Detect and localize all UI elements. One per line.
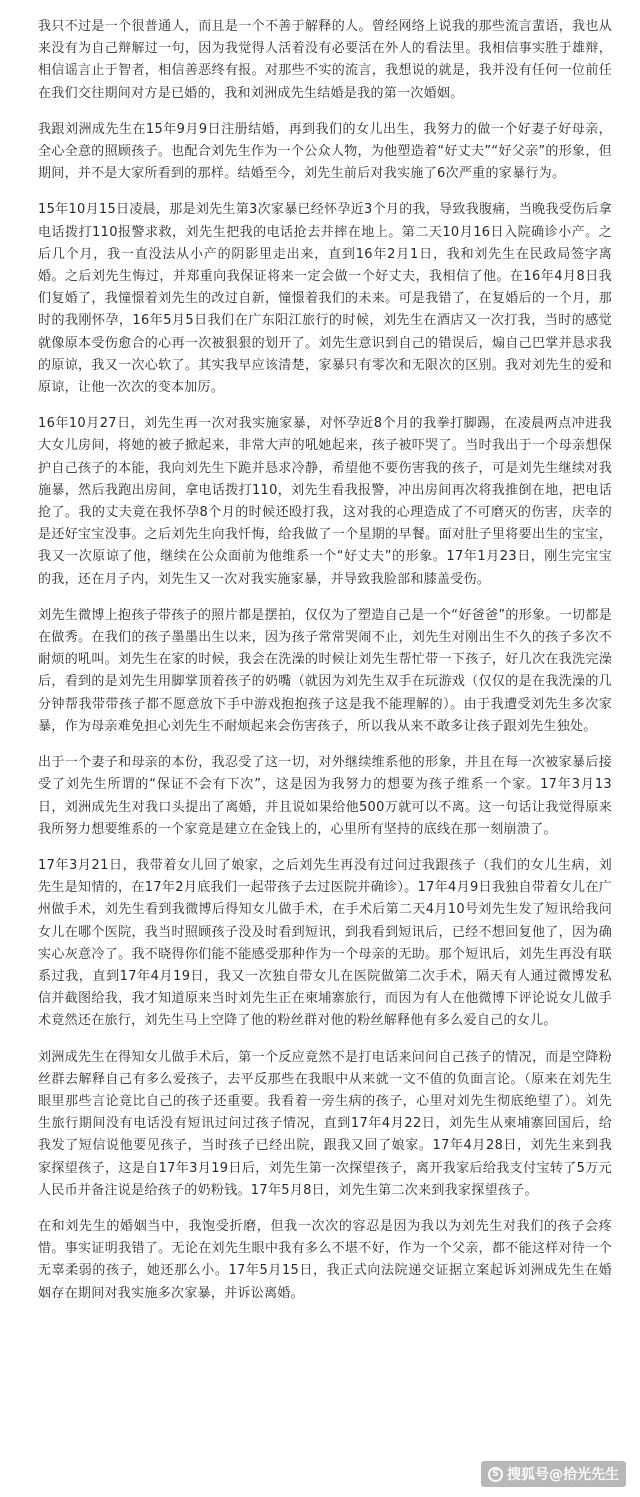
article-paragraph: 15年10月15日凌晨，那是刘先生第3次家暴已经怀孕近3个月的我，导致我腹痛，当晚我受伤后拿电话拨打110报警求救，刘先生把我的电话抢去并摔在地上。第二天10月16日入院确诊小产。之后几个月，我一直没法从小产的阴影里走出来，直到16年2月1日，我和刘先生在民政局签字离婚。之后刘先生悔过，并郑重向我保证将来一定会做一个好丈夫，我相信了他。在16年4月8日我们复婚了，我憧憬着刘先生的改过自新，憧憬着我们的未来。可是我错了，在复婚后的一个月，那时的我刚怀孕，16年5月5日我们在广东阳江旅行的时候，刘先生在酒店又一次打我，当时的感觉就像原本受伤愈合的心再一次被狠狠的划开了。刘先生意识到自己的错误后，煽自己巴掌并恳求我的原谅，我又一次心软了。其实我早应该清楚，家暴只有零次和无限次的区别。我对刘先生的爱和原谅，让他一次次的变本加厉。 bbox=[38, 202, 612, 396]
watermark-text: 搜狐号@拾光先生 bbox=[507, 1467, 619, 1483]
article-paragraph: 17年3月21日，我带着女儿回了娘家，之后刘先生再没有过问过我跟孩子（我们的女儿生病，刘先生是知情的，在17年2月底我们一起带孩子去过医院并确诊）。17年4月9日我独自带着女儿在广州做手术，刘先生看到我微博后得知女儿做手术，在手术后第二天4月10号刘先生发了短讯给我问女儿在哪个医院，我当时照顾孩子没及时看到短讯，到我看到短讯后，已经不想回复他了，因为确实心灰意冷了。我不晓得你们能不能感受那种作为一个母亲的无助。那个短讯后，刘先生再没有联系过我，直到17年4月19日，我又一次独自带女儿在医院做第二次手术，隔天有人通过微博发私信并截图给我，我才知道原来当时刘先生正在柬埔寨旅行，而因为有人在他微博下评论说女儿做手术竟然还在旅行，刘先生马上空降了他的粉丝群对他的粉丝解释他有多么爱自己的女儿。 bbox=[38, 857, 612, 1029]
article-paragraph: 我只不过是一个很普通人，而且是一个不善于解释的人。曾经网络上说我的那些流言蜚语，我也从来没有为自己辩解过一句，因为我觉得人活着没有必要活在外人的看法里。我相信事实胜于雄辩，相信谣言止于智者，相信善恶终有报。对那些不实的流言，我想说的就是，我并没有任何一位前任在我们交往期间对方是已婚的，我和刘洲成先生结婚是我的第一次婚姻。 bbox=[38, 19, 612, 101]
article-paragraph: 在和刘先生的婚姻当中，我饱受折磨，但我一次次的容忍是因为我以为刘先生对我们的孩子会疼惜。事实证明我错了。无论在刘先生眼中我有多么不堪不好，作为一个父亲，都不能这样对待一个无辜柔弱的孩子，她还那么小。17年5月15日，我正式向法院递交证据立案起诉刘洲成先生在婚姻存在期间对我实施多次家暴，并诉讼离婚。 bbox=[38, 1218, 612, 1301]
article-paragraph: 出于一个妻子和母亲的本份，我忍受了这一切，对外继续维系他的形象，并且在每一次被家暴后接受了刘先生所谓的“保证不会有下次”，这是因为我努力的想要为孩子维系一个家。17年3月13日，刘洲成先生对我口头提出了离婚，并且说如果给他500万就可以不离。这一句话让我觉得原来我所努力想要维系的一个家竟是建立在金钱上的，心里所有坚持的底线在那一刻崩溃了。 bbox=[38, 755, 612, 837]
sohu-logo-icon: S bbox=[488, 1467, 503, 1482]
source-watermark bbox=[481, 1461, 626, 1487]
article-paragraph: 刘洲成先生在得知女儿做手术后，第一个反应竟然不是打电话来问问自己孩子的情况，而是空降粉丝群去解释自己有多么爱孩子，去平反那些在我眼中从来就一文不值的负面言论。（原来在刘先生眼里那些言论竟比自己的孩子还重要。我看着一旁生病的孩子，心里对刘先生彻底绝望了）。刘先生旅行期间没有电话没有短讯过问过孩子情况，直到17年4月22日，刘先生从柬埔寨回国后，给我发了短信说他要见孩子，当时孩子已经出院，跟我又回了娘家。17年4月28日，刘先生来到我家探望孩子，这是自17年3月19日后，刘先生第一次探望孩子，离开我家后给我支付宝转了5万元人民币并备注说是给孩子的奶粉钱。17年5月8日，刘先生第二次来到我家探望孩子。 bbox=[38, 1049, 612, 1198]
article-paragraph: 16年10月27日，刘先生再一次对我实施家暴，对怀孕近8个月的我拳打脚踢，在凌晨两点冲进我大女儿房间，将她的被子掀起来，非常大声的吼她起来，孩子被吓哭了。当时我出于一个母亲想保护自己孩子的本能，我向刘先生下跪并恳求冷静，希望他不要伤害我的孩子，可是刘先生继续对我施暴，然后我跑出房间，拿电话拨打110，刘先生看我报警，冲出房间再次将我推倒在地，把电话抢了。我的丈夫竟在我怀孕8个月的时候还殴打我，这对我的心理造成了不可磨灭的伤害，庆幸的是还好宝宝没事。之后刘先生向我忏悔，给我做了一个星期的早餐。面对肚子里将要出生的宝宝，我又一次原谅了他，继续在公众面前为他维系一个“好丈夫”的形象。17年1月23日，刚生完宝宝的我，还在月子内，刘先生又一次对我实施家暴，并导致我脸部和膝盖受伤。 bbox=[38, 416, 612, 587]
article-paragraph: 我跟刘洲成先生在15年9月9日注册结婚，再到我们的女儿出生，我努力的做一个好妻子好母亲，全心全意的照顾孩子。也配合刘先生作为一个公众人物，为他塑造着“好丈夫”“好父亲”的形象，但期间，并不是大家所看到的那样。结婚至今，刘先生前后对我实施了6次严重的家暴行为。 bbox=[38, 121, 612, 182]
article-paragraph: 刘先生微博上抱孩子带孩子的照片都是摆拍，仅仅为了塑造自己是一个“好爸爸”的形象。一切都是在做秀。在我们的孩子墨墨出生以来，因为孩子常常哭闹不止，刘先生对刚出生不久的孩子多次不耐烦的吼叫。刘先生在家的时候，我会在洗澡的时候让刘先生帮忙带一下孩子，好几次在我洗完澡后，看到的是刘先生用脚掌顶着孩子的奶嘴（就因为刘先生双手在玩游戏（仅仅的是在我洗澡的几分钟帮我带带孩子都不愿意放下手中游戏抱抱孩子这是我不能理解的）。由于我遭受刘先生多次家暴，作为母亲难免担心刘先生不耐烦起来会伤害孩子，所以我从来不敢多让孩子跟刘先生独处。 bbox=[38, 607, 612, 734]
